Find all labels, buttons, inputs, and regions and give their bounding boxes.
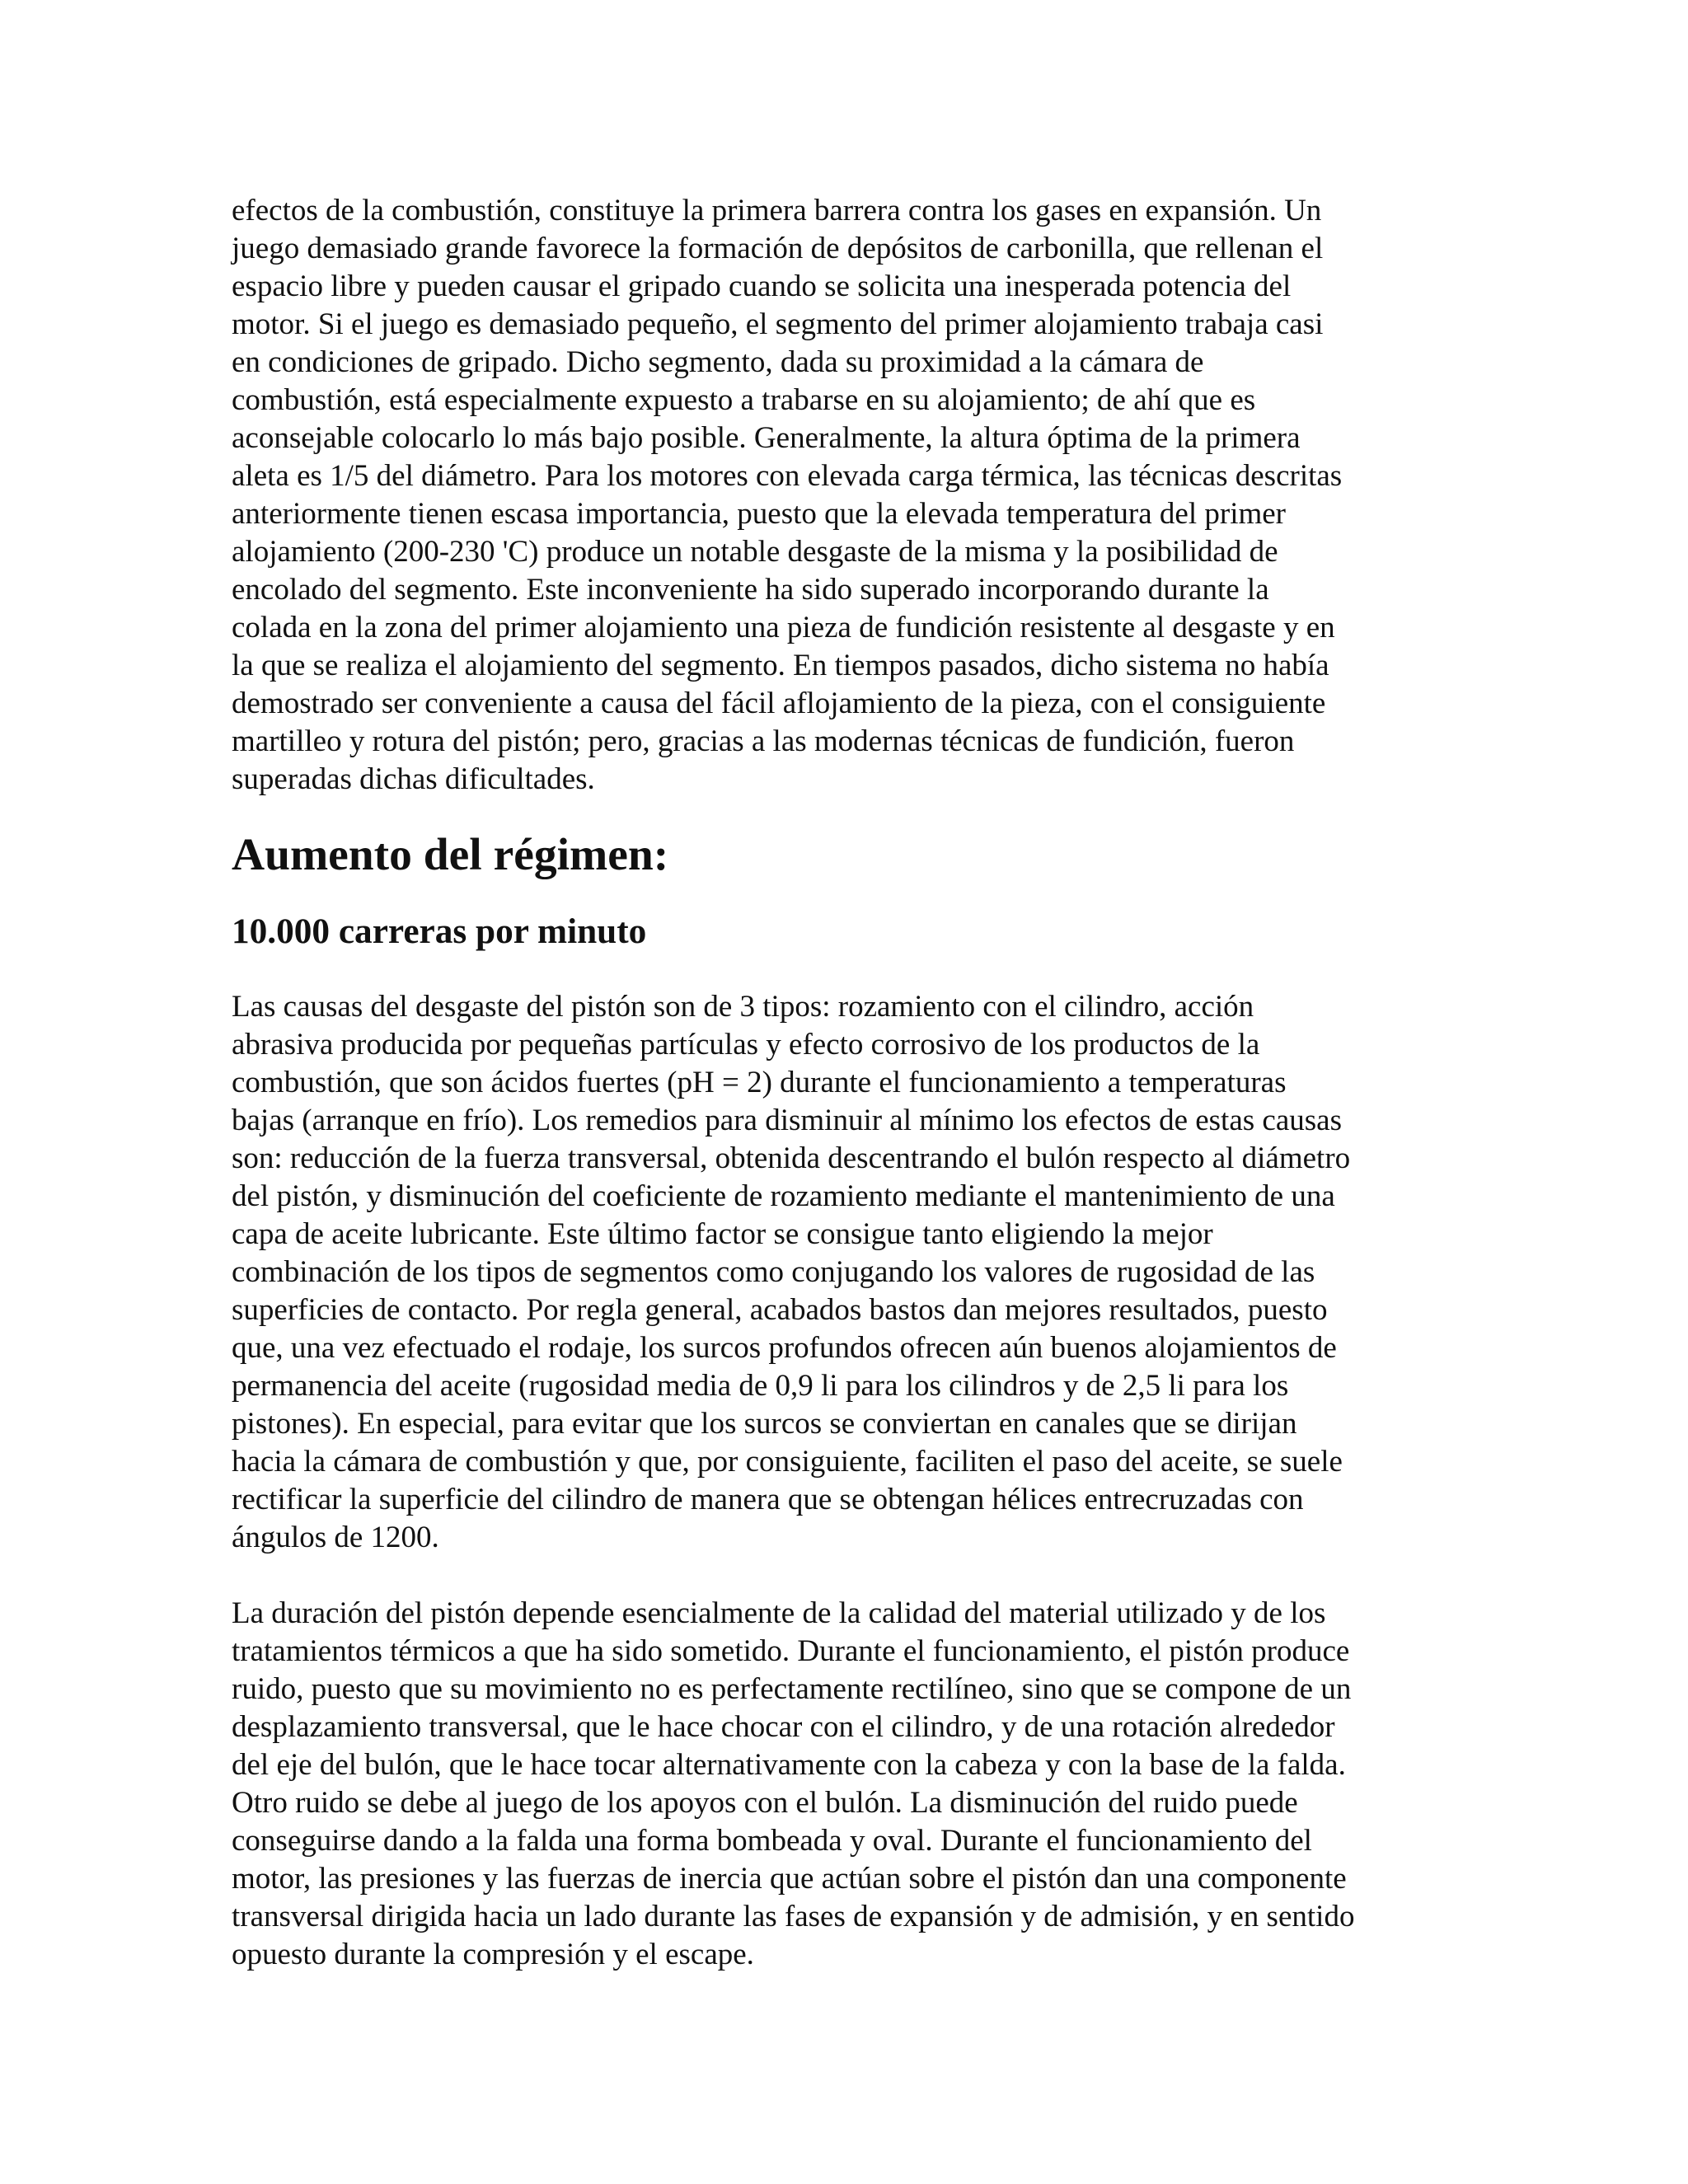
text-line: pistones). En especial, para evitar que los surcos se conviertan en canales que se dirijan bbox=[232, 1407, 1297, 1441]
section-heading-aumento-regimen: Aumento del régimen: bbox=[232, 830, 669, 880]
text-line: conseguirse dando a la falda una forma bombeada y oval. Durante el funcionamiento del bbox=[232, 1824, 1312, 1858]
text-line: combustión, está especialmente expuesto a trabarse en su alojamiento; de ahí que es bbox=[232, 383, 1256, 417]
section-heading-carreras: 10.000 carreras por minuto bbox=[232, 912, 647, 951]
text-line: del eje del bulón, que le hace tocar alternativamente con la cabeza y con la base de la falda. bbox=[232, 1748, 1346, 1782]
text-line: demostrado ser conveniente a causa del fácil aflojamiento de la pieza, con el consiguiente bbox=[232, 687, 1326, 720]
text-line: tratamientos térmicos a que ha sido sometido. Durante el funcionamiento, el pistón produce bbox=[232, 1634, 1350, 1668]
paragraph-desgaste-causes bbox=[232, 988, 1451, 1557]
text-line: superficies de contacto. Por regla general, acabados bastos dan mejores resultados, puesto bbox=[232, 1293, 1328, 1327]
text-line: combinación de los tipos de segmentos como conjugando los valores de rugosidad de las bbox=[232, 1255, 1315, 1289]
text-line: juego demasiado grande favorece la formación de depósitos de carbonilla, que rellenan el bbox=[232, 232, 1324, 265]
text-line: que, una vez efectuado el rodaje, los surcos profundos ofrecen aún buenos alojamientos de bbox=[232, 1331, 1337, 1365]
text-line: La duración del pistón depende esencialmente de la calidad del material utilizado y de los bbox=[232, 1596, 1326, 1630]
text-line: espacio libre y pueden causar el gripado cuando se solicita una inesperada potencia del bbox=[232, 269, 1292, 303]
text-line: son: reducción de la fuerza transversal, obtenida descentrando el bulón respecto al diámetro bbox=[232, 1141, 1351, 1175]
text-line: alojamiento (200-230 'C) produce un notable desgaste de la misma y la posibilidad de bbox=[232, 535, 1278, 569]
text-line: aleta es 1/5 del diámetro. Para los motores con elevada carga térmica, las técnicas descritas bbox=[232, 459, 1343, 493]
text-line: ángulos de 1200. bbox=[232, 1521, 439, 1554]
text-line: capa de aceite lubricante. Este último factor se consigue tanto eligiendo la mejor bbox=[232, 1217, 1213, 1251]
text-line: opuesto durante la compresión y el escape. bbox=[232, 1938, 754, 1971]
paragraph-duracion-piston bbox=[232, 1595, 1451, 1974]
paragraph-spacer bbox=[232, 1557, 1451, 1595]
text-line: Las causas del desgaste del pistón son de 3 tipos: rozamiento con el cilindro, acción bbox=[232, 990, 1254, 1024]
text-line: hacia la cámara de combustión y que, por consiguiente, faciliten el paso del aceite, se suele bbox=[232, 1445, 1343, 1479]
text-line: la que se realiza el alojamiento del segmento. En tiempos pasados, dicho sistema no había bbox=[232, 649, 1329, 682]
text-line: colada en la zona del primer alojamiento una pieza de fundición resistente al desgaste y en bbox=[232, 611, 1335, 644]
text-line: martilleo y rotura del pistón; pero, gracias a las modernas técnicas de fundición, fueron bbox=[232, 724, 1295, 758]
text-line: del pistón, y disminución del coeficiente de rozamiento mediante el mantenimiento de una bbox=[232, 1179, 1335, 1213]
text-line: transversal dirigida hacia un lado durante las fases de expansión y de admisión, y en sentido bbox=[232, 1900, 1355, 1933]
text-line: encolado del segmento. Este inconveniente ha sido superado incorporando durante la bbox=[232, 573, 1269, 607]
text-line: motor, las presiones y las fuerzas de inercia que actúan sobre el pistón dan una componente bbox=[232, 1862, 1347, 1896]
text-line: anteriormente tienen escasa importancia, puesto que la elevada temperatura del primer bbox=[232, 497, 1286, 531]
text-line: efectos de la combustión, constituye la primera barrera contra los gases en expansión. Un bbox=[232, 194, 1322, 227]
text-line: aconsejable colocarlo lo más bajo posible. Generalmente, la altura óptima de la primera bbox=[232, 421, 1301, 455]
text-line: bajas (arranque en frío). Los remedios para disminuir al mínimo los efectos de estas causas bbox=[232, 1104, 1342, 1137]
text-line: superadas dichas dificultades. bbox=[232, 762, 595, 796]
text-line: desplazamiento transversal, que le hace chocar con el cilindro, y de una rotación alrededor bbox=[232, 1710, 1335, 1744]
text-line: ruido, puesto que su movimiento no es perfectamente rectilíneo, sino que se compone de un bbox=[232, 1672, 1352, 1706]
text-line: permanencia del aceite (rugosidad media de 0,9 li para los cilindros y de 2,5 li para los bbox=[232, 1369, 1289, 1403]
text-line: rectificar la superficie del cilindro de manera que se obtengan hélices entrecruzadas con bbox=[232, 1483, 1304, 1516]
text-line: Otro ruido se debe al juego de los apoyos con el bulón. La disminución del ruido puede bbox=[232, 1786, 1298, 1820]
paragraph-spacer bbox=[232, 950, 1451, 988]
text-line: en condiciones de gripado. Dicho segmento, dada su proximidad a la cámara de bbox=[232, 345, 1204, 379]
paragraph-combustion-barrier bbox=[232, 192, 1451, 799]
text-line: abrasiva producida por pequeñas partículas y efecto corrosivo de los productos de la bbox=[232, 1028, 1260, 1062]
document-page bbox=[232, 192, 1451, 1974]
text-line: combustión, que son ácidos fuertes (pH = 2) durante el funcionamiento a temperaturas bbox=[232, 1066, 1287, 1099]
text-line: motor. Si el juego es demasiado pequeño, el segmento del primer alojamiento trabaja casi bbox=[232, 307, 1324, 341]
